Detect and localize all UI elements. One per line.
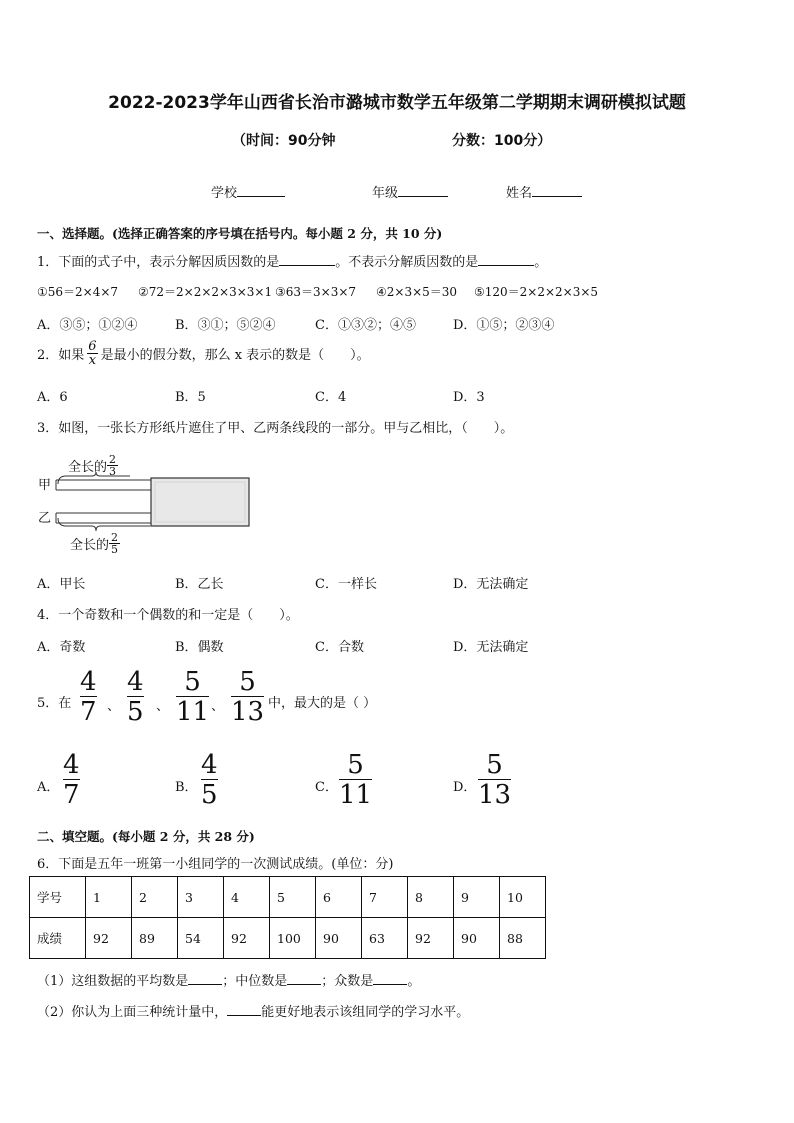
q1-expr-5: ⑤120＝2×2×2×3×5 [474,285,599,299]
table-row [30,877,546,918]
table-cell: 7 [362,877,408,918]
q5-ob-num: 4 [201,750,218,780]
q2-fraction [86,340,98,367]
q5-sep-3: 、 [211,699,225,714]
q3-option-d[interactable]: D．无法确定 [453,577,529,592]
table-row [30,918,546,959]
q2-option-a[interactable]: A．6 [37,390,68,405]
q1-expr-4: ④2×3×5＝30 [376,285,458,299]
question-4-stem: 4．一个奇数和一个偶数的和一定是（ ）。 [37,608,299,623]
grade-label: 年级 [372,186,399,201]
table-cell: 63 [362,918,408,959]
table-cell: 8 [408,877,454,918]
q5-f4-den: 13 [231,697,265,728]
table-cell: 4 [224,877,270,918]
table-cell: 90 [454,918,500,959]
q6-sub1-text-b: ；中位数是 [222,974,288,989]
q4-option-c[interactable]: C．合数 [315,640,364,655]
table-cell: 3 [178,877,224,918]
table-cell: 92 [224,918,270,959]
label-yi: 乙 [38,511,52,526]
name-field[interactable] [506,182,582,201]
q5-text-a: 5．在 [37,696,72,711]
q2-text-a: 2．如果 [37,348,85,363]
q5-fraction-2 [127,669,144,727]
top-frac-den: 3 [109,465,117,478]
q4-option-a[interactable]: A．奇数 [37,640,86,655]
table-cell: 10 [500,877,546,918]
page-title: 2022-2023学年山西省长治市潞城市数学五年级第二学期期末调研模拟试题 [108,93,686,113]
q5-sep-2: 、 [156,699,170,714]
q6-sub-1 [37,970,420,989]
grade-field[interactable] [372,182,448,201]
mode-blank[interactable] [373,972,407,985]
q6-sub-2 [37,1001,469,1020]
bottom-label-fraction [109,532,120,555]
q5-oc-den: 11 [339,780,373,811]
table-cell: 2 [132,877,178,918]
q5-oa-den: 7 [63,780,80,811]
table-header-cell: 成绩 [30,918,86,959]
mean-blank[interactable] [188,972,222,985]
question-3-stem: 3．如图，一张长方形纸片遮住了甲、乙两条线段的一部分。甲与乙相比，（ ）。 [37,421,514,436]
q1-option-c[interactable]: C．①③②；④⑤ [315,318,416,333]
table-cell: 88 [500,918,546,959]
table-cell: 6 [316,877,362,918]
q6-sub1-text-c: ；众数是 [321,974,374,989]
q5-option-d-fraction[interactable] [478,752,511,810]
q1-text-a: 1．下面的式子中，表示分解因质因数的是 [37,255,280,270]
table-cell: 90 [316,918,362,959]
table-cell: 54 [178,918,224,959]
q5-fraction-3 [176,669,209,727]
q3-figure [34,446,264,561]
table-cell: 100 [270,918,316,959]
table-cell: 9 [454,877,500,918]
bottom-frac-num: 2 [111,531,119,544]
q5-fraction-1 [80,669,97,727]
segments-diagram [34,446,264,561]
table-cell: 92 [408,918,454,959]
q2-text-b: 是最小的假分数，那么 x 表示的数是（ ）。 [100,348,370,363]
q5-option-c-label[interactable]: C． [315,780,338,795]
q5-f3-num: 5 [184,667,201,697]
q5-f2-den: 5 [127,697,144,728]
q6-sub2-text-b: 能更好地表示该组同学的学习水平。 [261,1005,470,1020]
q5-option-c-fraction[interactable] [339,752,372,810]
q4-option-d[interactable]: D．无法确定 [453,640,529,655]
bottom-frac-den: 5 [111,543,119,556]
q2-option-c[interactable]: C．4 [315,390,347,405]
bottom-label [70,532,120,555]
q3-option-a[interactable]: A．甲长 [37,577,86,592]
q5-f3-den: 11 [176,697,210,728]
q5-od-num: 5 [486,750,503,780]
statistic-blank[interactable] [227,1003,261,1016]
median-blank[interactable] [287,972,321,985]
q5-od-den: 13 [478,780,512,811]
q5-text-b: 中，最大的是（ ） [268,696,377,711]
q1-expr-3: ③63＝3×3×7 [275,285,357,299]
q5-option-b-fraction[interactable] [201,752,218,810]
q6-sub2-text-a: （2）你认为上面三种统计量中， [37,1005,228,1020]
bottom-brace [58,518,150,531]
q5-oa-num: 4 [63,750,80,780]
q5-option-a-label[interactable]: A． [37,780,60,795]
q5-f1-num: 4 [80,667,97,697]
q3-option-c[interactable]: C．一样长 [315,577,377,592]
table-cell: 89 [132,918,178,959]
q1-blank-1[interactable] [279,253,335,266]
school-field[interactable] [211,182,285,201]
q4-option-b[interactable]: B．偶数 [175,640,224,655]
q1-blank-2[interactable] [478,253,534,266]
q5-oc-num: 5 [347,750,364,780]
name-label: 姓名 [506,186,533,201]
q5-option-b-label[interactable]: B． [175,780,198,795]
q2-frac-den: x [88,353,97,368]
table-cell: 1 [86,877,132,918]
section-1-heading: 一、选择题。(选择正确答案的序号填在括号内。每小题 2 分，共 10 分) [37,226,443,241]
q5-ob-den: 5 [201,780,218,811]
q5-option-a-fraction[interactable] [63,752,80,810]
covering-paper [151,478,249,526]
q5-f1-den: 7 [80,697,97,728]
q5-option-d-label[interactable]: D． [453,780,477,795]
q6-sub1-text-a: （1）这组数据的平均数是 [37,974,189,989]
section-2-heading: 二、填空题。(每小题 2 分，共 28 分) [37,829,255,844]
label-jia: 甲 [38,478,52,493]
grade-blank[interactable] [398,184,448,197]
school-label: 学校 [211,186,238,201]
exam-score: 分数：100分） [452,133,552,149]
q3-option-b[interactable]: B．乙长 [175,577,224,592]
q5-sep-1: 、 [107,699,121,714]
top-label-text: 全长的 [68,460,108,475]
q5-f4-num: 5 [239,667,256,697]
q1-expr-1: ①56＝2×4×7 [37,285,119,299]
name-blank[interactable] [532,184,582,197]
q5-fraction-4 [231,669,264,727]
question-2-stem [37,340,370,367]
q5-f2-num: 4 [127,667,144,697]
table-header-cell: 学号 [30,877,86,918]
q1-option-d[interactable]: D．①⑤；②③④ [453,318,555,333]
school-blank[interactable] [237,184,285,197]
exam-time: （时间：90分钟 [232,133,336,149]
q1-expr-2: ②72＝2×2×2×3×3×1 [138,285,273,299]
score-table [29,876,546,959]
question-1-stem [37,251,547,270]
q1-text-c: 。 [534,255,548,270]
q2-option-d[interactable]: D．3 [453,390,485,405]
table-cell: 92 [86,918,132,959]
bottom-label-text: 全长的 [70,538,110,553]
top-brace [58,472,130,484]
q1-option-b[interactable]: B．③①；⑤②④ [175,318,276,333]
q1-text-b: 。不表示分解质因数的是 [335,255,479,270]
top-frac-num: 2 [109,453,117,466]
table-cell: 5 [270,877,316,918]
question-6-stem: 6．下面是五年一班第一小组同学的一次测试成绩。(单位：分) [37,857,394,872]
q2-frac-num: 6 [88,339,97,354]
q1-option-a[interactable]: A．③⑤；①②④ [37,318,138,333]
q6-sub1-text-d: 。 [407,974,421,989]
q2-option-b[interactable]: B．5 [175,390,206,405]
